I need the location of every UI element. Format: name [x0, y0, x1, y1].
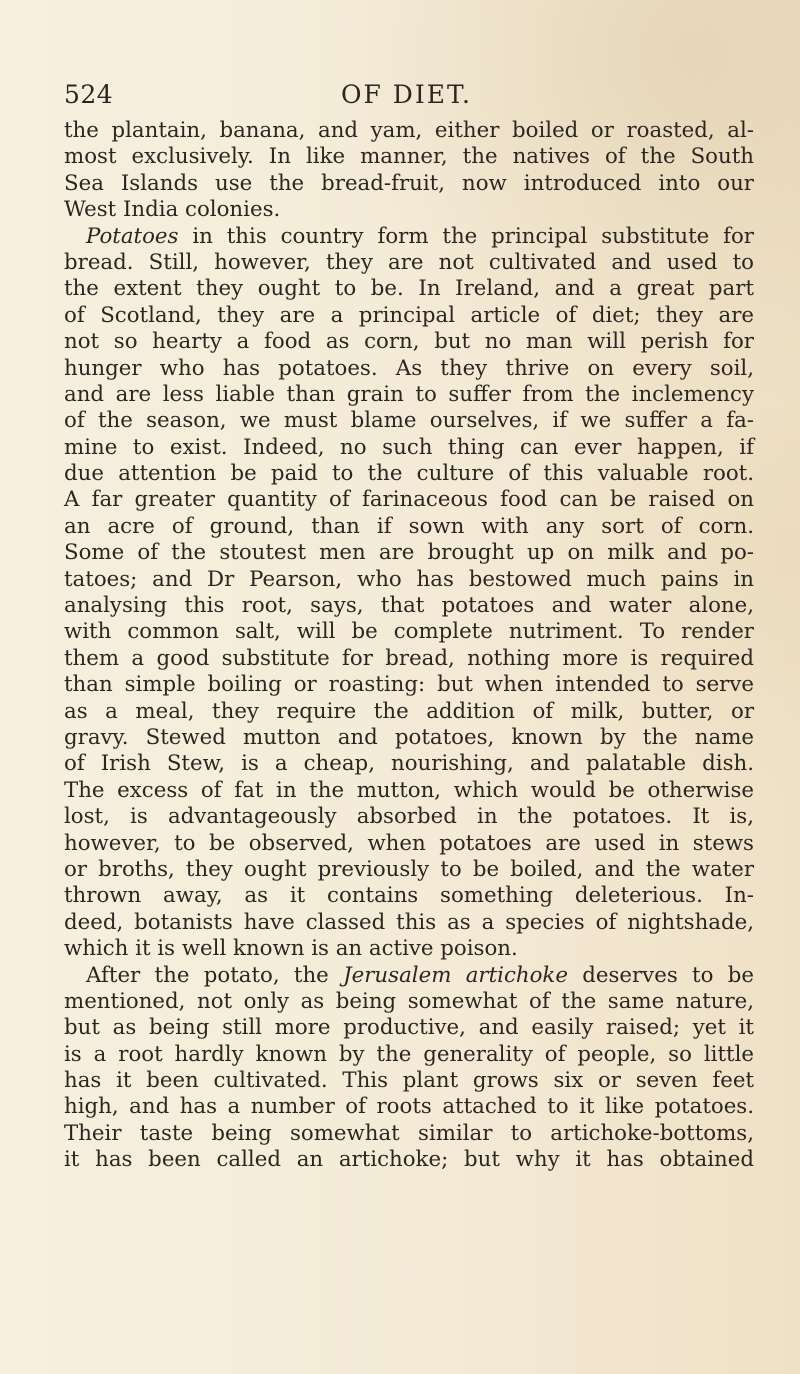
text-segment: deserves to be — [567, 962, 754, 988]
text-line: due attention be paid to the culture of this valuable root. — [64, 461, 754, 487]
text-line: or broths, they ought previously to be boiled, and the water — [64, 856, 754, 882]
text-line: Some of the stoutest men are brought up on milk and po- — [64, 540, 754, 566]
text-segment: in this country form the principal substitute for — [178, 223, 754, 249]
text-line: the extent they ought to be. In Ireland, and a great part — [64, 276, 754, 302]
text-line: deed, botanists have classed this as a species of nightshade, — [64, 909, 754, 935]
text-line: and are less liable than grain to suffer from the inclemency — [64, 381, 754, 407]
text-line: tatoes; and Dr Pearson, who has bestowed much pains in — [64, 566, 754, 592]
text-line: mine to exist. Indeed, no such thing can ever happen, if — [64, 434, 754, 460]
text-line: bread. Still, however, they are not cultivated and used to — [64, 249, 754, 275]
text-line: of Scotland, they are a principal article of diet; they are — [64, 302, 754, 328]
text-line: gravy. Stewed mutton and potatoes, known by the name — [64, 724, 754, 750]
text-line: high, and has a number of roots attached to it like potatoes. — [64, 1094, 754, 1120]
text-line: than simple boiling or roasting: but when intended to serve — [64, 672, 754, 698]
text-line: The excess of fat in the mutton, which would be otherwise — [64, 777, 754, 803]
text-line: an acre of ground, than if sown with any sort of corn. — [64, 513, 754, 539]
text-line: A far greater quantity of farinaceous food can be raised on — [64, 487, 754, 513]
text-line: the plantain, banana, and yam, either boiled or roasted, al- — [64, 118, 754, 143]
text-line: Their taste being somewhat similar to artichoke-bottoms, — [64, 1120, 754, 1146]
text-line: hunger who has potatoes. As they thrive on every soil, — [64, 355, 754, 381]
paragraph-first-line — [64, 963, 754, 989]
text-line: analysing this root, says, that potatoes and water alone, — [64, 593, 754, 619]
text-line: Sea Islands use the bread-fruit, now introduced into our — [64, 170, 754, 196]
text-line: of the season, we must blame ourselves, if we suffer a fa- — [64, 408, 754, 434]
running-head: OF DIET. — [341, 80, 472, 109]
italic-term: Jerusalem artichoke — [343, 962, 568, 988]
text-line: them a good substitute for bread, nothing more is required — [64, 645, 754, 671]
text-line: as a meal, they require the addition of milk, butter, or — [64, 698, 754, 724]
text-line: is a root hardly known by the generality of people, so little — [64, 1041, 754, 1067]
paragraph-first-line — [64, 224, 754, 250]
text-line: which it is well known is an active poison. — [64, 936, 518, 962]
italic-term: Potatoes — [86, 223, 179, 249]
body-text — [64, 118, 754, 1174]
text-line: lost, is advantageously absorbed in the potatoes. It is, — [64, 804, 754, 830]
page-header — [64, 80, 754, 110]
text-line: has it been cultivated. This plant grows six or seven feet — [64, 1068, 754, 1094]
page-number: 524 — [64, 80, 114, 109]
text-line: West India colonies. — [64, 197, 281, 223]
text-line: most exclusively. In like manner, the natives of the South — [64, 144, 754, 170]
text-line: however, to be observed, when potatoes are used in stews — [64, 830, 754, 856]
text-line: mentioned, not only as being somewhat of the same nature, — [64, 988, 754, 1014]
text-segment: After the potato, the — [86, 962, 344, 988]
text-line: but as being still more productive, and easily raised; yet it — [64, 1015, 754, 1041]
text-line: it has been called an artichoke; but why it has obtained — [64, 1147, 754, 1173]
text-line: thrown away, as it contains something deleterious. In- — [64, 883, 754, 909]
text-line: not so hearty a food as corn, but no man will perish for — [64, 329, 754, 355]
text-line: with common salt, will be complete nutriment. To render — [64, 619, 754, 645]
text-line: of Irish Stew, is a cheap, nourishing, and palatable dish. — [64, 751, 754, 777]
